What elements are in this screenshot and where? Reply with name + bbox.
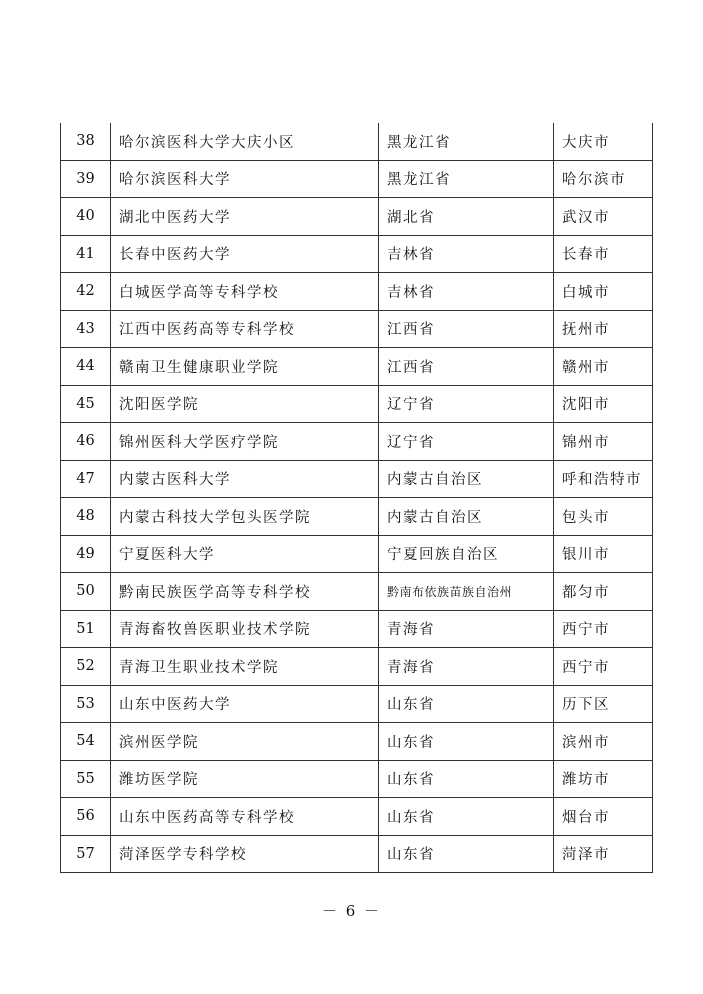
row-number-cell: 43: [61, 310, 111, 348]
school-name-cell: 黔南民族医学高等专科学校: [111, 573, 379, 611]
school-name-cell: 湖北中医药大学: [111, 198, 379, 236]
table-row: [61, 385, 653, 423]
city-cell: 大庆市: [554, 123, 653, 160]
city-cell: 包头市: [554, 498, 653, 536]
table-row: [61, 573, 653, 611]
city-cell: 菏泽市: [554, 835, 653, 873]
province-cell: 黔南布依族苗族自治州: [379, 573, 554, 611]
school-name-cell: 菏泽医学专科学校: [111, 835, 379, 873]
city-cell: 呼和浩特市: [554, 460, 653, 498]
table-row: [61, 835, 653, 873]
city-cell: 武汉市: [554, 198, 653, 236]
row-number-cell: 57: [61, 835, 111, 873]
province-cell: 湖北省: [379, 198, 554, 236]
school-name-cell: 滨州医学院: [111, 723, 379, 761]
row-number-cell: 42: [61, 273, 111, 311]
province-cell: 辽宁省: [379, 385, 554, 423]
province-cell: 山东省: [379, 835, 554, 873]
row-number-cell: 38: [61, 123, 111, 160]
province-cell: 黑龙江省: [379, 160, 554, 198]
school-name-cell: 哈尔滨医科大学大庆小区: [111, 123, 379, 160]
city-cell: 西宁市: [554, 648, 653, 686]
school-name-cell: 山东中医药高等专科学校: [111, 798, 379, 836]
province-cell: 内蒙古自治区: [379, 460, 554, 498]
city-cell: 锦州市: [554, 423, 653, 461]
table-row: [61, 685, 653, 723]
school-name-cell: 沈阳医学院: [111, 385, 379, 423]
row-number-cell: 49: [61, 535, 111, 573]
row-number-cell: 54: [61, 723, 111, 761]
city-cell: 烟台市: [554, 798, 653, 836]
city-cell: 西宁市: [554, 610, 653, 648]
school-table-body: [61, 123, 653, 873]
row-number-cell: 46: [61, 423, 111, 461]
school-name-cell: 宁夏医科大学: [111, 535, 379, 573]
page-number: － 6 －: [321, 902, 382, 920]
row-number-cell: 51: [61, 610, 111, 648]
city-cell: 潍坊市: [554, 760, 653, 798]
province-cell: 吉林省: [379, 273, 554, 311]
city-cell: 赣州市: [554, 348, 653, 386]
row-number-cell: 48: [61, 498, 111, 536]
province-cell: 宁夏回族自治区: [379, 535, 554, 573]
province-cell: 青海省: [379, 648, 554, 686]
row-number-cell: 56: [61, 798, 111, 836]
school-table-container: [60, 123, 653, 873]
school-name-cell: 青海卫生职业技术学院: [111, 648, 379, 686]
school-name-cell: 江西中医药高等专科学校: [111, 310, 379, 348]
province-cell: 山东省: [379, 685, 554, 723]
school-table: [60, 123, 653, 873]
row-number-cell: 55: [61, 760, 111, 798]
row-number-cell: 44: [61, 348, 111, 386]
row-number-cell: 50: [61, 573, 111, 611]
province-cell: 江西省: [379, 348, 554, 386]
table-row: [61, 798, 653, 836]
table-row: [61, 310, 653, 348]
city-cell: 银川市: [554, 535, 653, 573]
school-name-cell: 潍坊医学院: [111, 760, 379, 798]
city-cell: 历下区: [554, 685, 653, 723]
province-cell: 青海省: [379, 610, 554, 648]
table-row: [61, 348, 653, 386]
province-cell: 江西省: [379, 310, 554, 348]
school-name-cell: 山东中医药大学: [111, 685, 379, 723]
province-cell: 辽宁省: [379, 423, 554, 461]
province-cell: 山东省: [379, 723, 554, 761]
row-number-cell: 47: [61, 460, 111, 498]
row-number-cell: 41: [61, 235, 111, 273]
row-number-cell: 52: [61, 648, 111, 686]
table-row: [61, 198, 653, 236]
school-name-cell: 青海畜牧兽医职业技术学院: [111, 610, 379, 648]
table-row: [61, 235, 653, 273]
table-row: [61, 648, 653, 686]
province-cell: 山东省: [379, 798, 554, 836]
city-cell: 滨州市: [554, 723, 653, 761]
row-number-cell: 40: [61, 198, 111, 236]
city-cell: 长春市: [554, 235, 653, 273]
school-name-cell: 内蒙古医科大学: [111, 460, 379, 498]
table-row: [61, 160, 653, 198]
province-cell: 山东省: [379, 760, 554, 798]
city-cell: 都匀市: [554, 573, 653, 611]
school-name-cell: 内蒙古科技大学包头医学院: [111, 498, 379, 536]
row-number-cell: 53: [61, 685, 111, 723]
province-cell: 吉林省: [379, 235, 554, 273]
table-row: [61, 273, 653, 311]
row-number-cell: 45: [61, 385, 111, 423]
city-cell: 抚州市: [554, 310, 653, 348]
province-cell: 内蒙古自治区: [379, 498, 554, 536]
school-name-cell: 白城医学高等专科学校: [111, 273, 379, 311]
table-row: [61, 123, 653, 160]
row-number-cell: 39: [61, 160, 111, 198]
school-name-cell: 哈尔滨医科大学: [111, 160, 379, 198]
table-row: [61, 535, 653, 573]
province-cell: 黑龙江省: [379, 123, 554, 160]
table-row: [61, 610, 653, 648]
table-row: [61, 760, 653, 798]
city-cell: 哈尔滨市: [554, 160, 653, 198]
school-name-cell: 锦州医科大学医疗学院: [111, 423, 379, 461]
table-row: [61, 498, 653, 536]
city-cell: 白城市: [554, 273, 653, 311]
table-row: [61, 460, 653, 498]
city-cell: 沈阳市: [554, 385, 653, 423]
table-row: [61, 723, 653, 761]
school-name-cell: 赣南卫生健康职业学院: [111, 348, 379, 386]
table-row: [61, 423, 653, 461]
school-name-cell: 长春中医药大学: [111, 235, 379, 273]
